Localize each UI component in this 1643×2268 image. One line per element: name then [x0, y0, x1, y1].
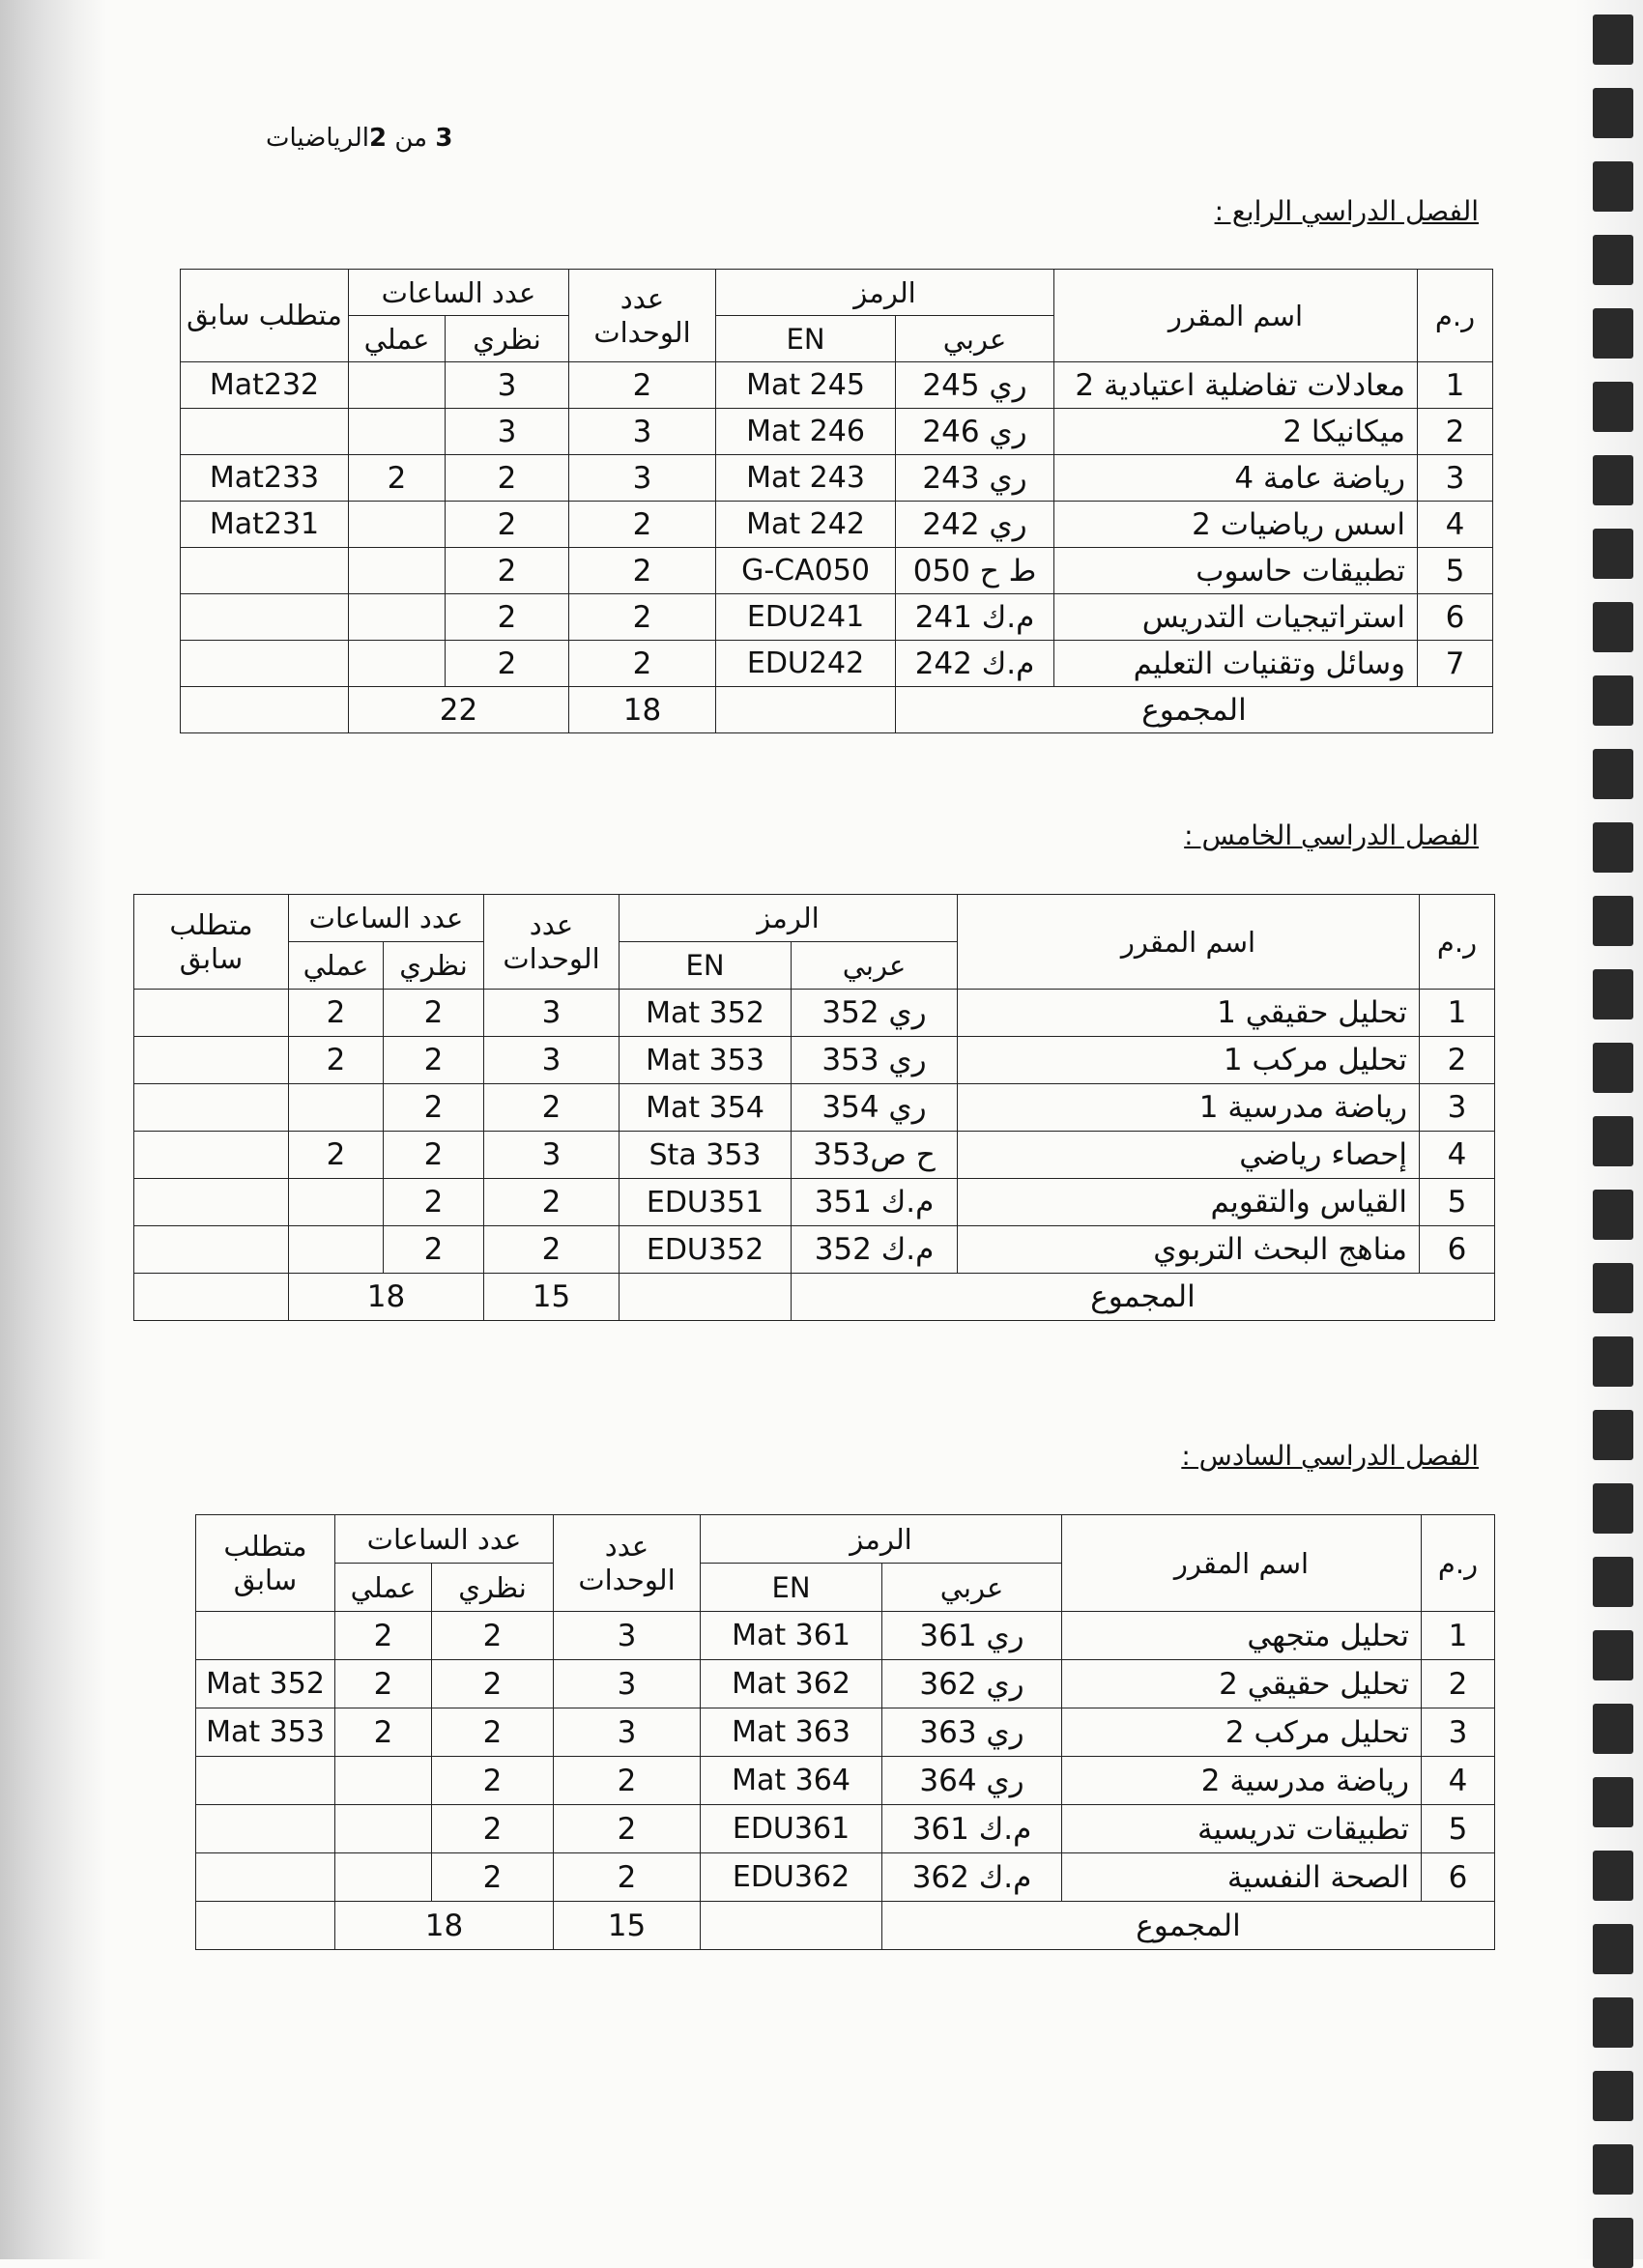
- practical-hours: [289, 1226, 384, 1274]
- total-hours: 22: [349, 687, 569, 733]
- practical-hours: [349, 502, 446, 548]
- theory-hours: 2: [432, 1757, 554, 1805]
- code-en: EDU242: [716, 641, 896, 687]
- course-row: [181, 641, 1493, 687]
- course-name: القياس والتقويم: [958, 1179, 1420, 1226]
- practical-hours: [289, 1179, 384, 1226]
- practical-hours: [349, 594, 446, 641]
- scan-edge-shadow: [0, 0, 106, 2259]
- binding-hole: [1593, 161, 1633, 212]
- units-value: 2: [484, 1226, 620, 1274]
- binding-hole: [1593, 382, 1633, 432]
- col-header-code-ar: عربي: [896, 316, 1054, 362]
- code-en: Mat 246: [716, 409, 896, 455]
- prerequisite: [181, 594, 349, 641]
- binding-hole: [1593, 2071, 1633, 2121]
- binding-hole: [1593, 1924, 1633, 1974]
- total-label: المجموع: [792, 1274, 1495, 1321]
- binding-hole: [1593, 1043, 1633, 1093]
- code-ar: م.ك 361: [882, 1805, 1062, 1853]
- binding-hole: [1593, 1777, 1633, 1827]
- col-header-course-name: اسم المقرر: [1062, 1515, 1422, 1612]
- row-number: 5: [1422, 1805, 1495, 1853]
- practical-hours: 2: [349, 455, 446, 502]
- col-header-practical: عملي: [289, 942, 384, 990]
- row-number: 4: [1418, 502, 1493, 548]
- course-name: رياضة عامة 4: [1054, 455, 1418, 502]
- col-header-rm: ر.م: [1420, 895, 1495, 990]
- page-sep: من: [394, 124, 428, 153]
- units-value: 3: [569, 409, 716, 455]
- course-name: تحليل مركب 1: [958, 1037, 1420, 1084]
- course-name: الصحة النفسية: [1062, 1853, 1422, 1902]
- col-header-code-ar: عربي: [792, 942, 958, 990]
- course-row: [181, 455, 1493, 502]
- prerequisite: [196, 1805, 335, 1853]
- row-number: 5: [1420, 1179, 1495, 1226]
- course-row: [181, 502, 1493, 548]
- units-value: 3: [554, 1708, 701, 1757]
- code-ar: ح ص353: [792, 1132, 958, 1179]
- course-row: [134, 990, 1495, 1037]
- prerequisite: [134, 1226, 289, 1274]
- binding-hole: [1593, 1263, 1633, 1313]
- total-hours: 18: [289, 1274, 484, 1321]
- row-number: 6: [1422, 1853, 1495, 1902]
- theory-hours: 2: [432, 1612, 554, 1660]
- row-number: 2: [1420, 1037, 1495, 1084]
- practical-hours: 2: [335, 1612, 432, 1660]
- semester-5-title: الفصل الدراسي الخامس :: [1184, 819, 1479, 851]
- col-header-rm: ر.م: [1418, 270, 1493, 362]
- binding-hole: [1593, 969, 1633, 1019]
- code-ar: م.ك 362: [882, 1853, 1062, 1902]
- code-ar: ري 352: [792, 990, 958, 1037]
- theory-hours: 2: [384, 1037, 484, 1084]
- binding-hole: [1593, 1336, 1633, 1387]
- course-name: وسائل وتقنيات التعليم: [1054, 641, 1418, 687]
- col-header-prereq: متطلب سابق: [134, 895, 289, 990]
- col-header-units: عدد الوحدات: [569, 270, 716, 362]
- row-number: 3: [1422, 1708, 1495, 1757]
- binding-hole: [1593, 455, 1633, 505]
- binding-hole: [1593, 1483, 1633, 1534]
- prerequisite: [196, 1757, 335, 1805]
- practical-hours: [349, 409, 446, 455]
- practical-hours: [335, 1757, 432, 1805]
- prerequisite: [181, 409, 349, 455]
- course-row: [196, 1612, 1495, 1660]
- code-ar: ري 361: [882, 1612, 1062, 1660]
- practical-hours: 2: [335, 1708, 432, 1757]
- units-value: 2: [554, 1757, 701, 1805]
- semester-6-title: الفصل الدراسي السادس :: [1181, 1440, 1479, 1472]
- row-number: 7: [1418, 641, 1493, 687]
- code-ar: ري 245: [896, 362, 1054, 409]
- binding-hole: [1593, 675, 1633, 726]
- col-header-theory: نظري: [432, 1564, 554, 1612]
- binding-hole: [1593, 1410, 1633, 1460]
- code-en: Mat 363: [701, 1708, 882, 1757]
- col-header-code: الرمز: [716, 270, 1054, 316]
- units-value: 2: [569, 362, 716, 409]
- course-row: [181, 409, 1493, 455]
- page-number: 3: [435, 124, 453, 153]
- code-ar: ري 353: [792, 1037, 958, 1084]
- semester-6-table: [195, 1514, 1495, 1950]
- binding-hole: [1593, 14, 1633, 65]
- code-en: Mat 354: [620, 1084, 792, 1132]
- units-value: 3: [484, 1132, 620, 1179]
- page-total: 2: [368, 124, 388, 153]
- course-name: إحصاء رياضي: [958, 1132, 1420, 1179]
- prerequisite: [134, 1132, 289, 1179]
- prerequisite: [196, 1612, 335, 1660]
- total-units: 15: [554, 1902, 701, 1950]
- binding-hole: [1593, 1190, 1633, 1240]
- total-prereq-empty: [134, 1274, 289, 1321]
- col-header-units: عدد الوحدات: [484, 895, 620, 990]
- prerequisite: [196, 1853, 335, 1902]
- total-prereq-empty: [181, 687, 349, 733]
- course-name: استراتيجيات التدريس: [1054, 594, 1418, 641]
- course-name: ميكانيكا 2: [1054, 409, 1418, 455]
- total-label: المجموع: [896, 687, 1493, 733]
- theory-hours: 2: [384, 1226, 484, 1274]
- code-en: EDU241: [716, 594, 896, 641]
- prerequisite: [134, 1084, 289, 1132]
- col-header-course-name: اسم المقرر: [1054, 270, 1418, 362]
- units-value: 3: [484, 1037, 620, 1084]
- code-en: Mat 242: [716, 502, 896, 548]
- code-en: Mat 364: [701, 1757, 882, 1805]
- total-prereq-empty: [196, 1902, 335, 1950]
- col-header-code-en: EN: [620, 942, 792, 990]
- code-en: Mat 361: [701, 1612, 882, 1660]
- prerequisite: Mat 353: [196, 1708, 335, 1757]
- theory-hours: 3: [446, 362, 569, 409]
- total-units: 15: [484, 1274, 620, 1321]
- course-name: تطبيقات حاسوب: [1054, 548, 1418, 594]
- page-header: [266, 124, 452, 153]
- prerequisite: Mat 352: [196, 1660, 335, 1708]
- binding-hole: [1593, 1630, 1633, 1680]
- units-value: 2: [569, 594, 716, 641]
- total-row: [134, 1274, 1495, 1321]
- code-ar: م.ك 241: [896, 594, 1054, 641]
- course-name: مناهج البحث التربوي: [958, 1226, 1420, 1274]
- row-number: 1: [1422, 1612, 1495, 1660]
- theory-hours: 2: [446, 641, 569, 687]
- code-en: Sta 353: [620, 1132, 792, 1179]
- row-number: 3: [1418, 455, 1493, 502]
- theory-hours: 2: [384, 1179, 484, 1226]
- theory-hours: 2: [384, 1084, 484, 1132]
- binding-hole: [1593, 602, 1633, 652]
- theory-hours: 2: [446, 455, 569, 502]
- total-label: المجموع: [882, 1902, 1495, 1950]
- header-row-1: [196, 1515, 1495, 1564]
- code-ar: م.ك 242: [896, 641, 1054, 687]
- course-name: اسس رياضيات 2: [1054, 502, 1418, 548]
- theory-hours: 2: [432, 1805, 554, 1853]
- course-row: [134, 1084, 1495, 1132]
- spiral-binding: [1575, 0, 1643, 2259]
- units-value: 3: [554, 1612, 701, 1660]
- course-name: تحليل حقيقي 1: [958, 990, 1420, 1037]
- units-value: 2: [569, 548, 716, 594]
- course-name: تحليل مركب 2: [1062, 1708, 1422, 1757]
- semester-4-title: الفصل الدراسي الرابع :: [1214, 195, 1479, 227]
- code-ar: م.ك 352: [792, 1226, 958, 1274]
- practical-hours: [289, 1084, 384, 1132]
- binding-hole: [1593, 2218, 1633, 2268]
- page-subject: الرياضيات: [266, 124, 369, 153]
- col-header-prereq: متطلب سابق: [181, 270, 349, 362]
- code-ar: ري 362: [882, 1660, 1062, 1708]
- code-en: Mat 243: [716, 455, 896, 502]
- units-value: 3: [569, 455, 716, 502]
- code-ar: ري 364: [882, 1757, 1062, 1805]
- units-value: 2: [569, 641, 716, 687]
- code-ar: ري 242: [896, 502, 1054, 548]
- row-number: 4: [1422, 1757, 1495, 1805]
- code-en: G-CA050: [716, 548, 896, 594]
- units-value: 3: [554, 1660, 701, 1708]
- practical-hours: [335, 1853, 432, 1902]
- binding-hole: [1593, 308, 1633, 359]
- code-ar: ري 243: [896, 455, 1054, 502]
- row-number: 3: [1420, 1084, 1495, 1132]
- theory-hours: 2: [446, 548, 569, 594]
- code-en: EDU361: [701, 1805, 882, 1853]
- row-number: 5: [1418, 548, 1493, 594]
- practical-hours: [349, 641, 446, 687]
- prerequisite: [134, 1179, 289, 1226]
- units-value: 3: [484, 990, 620, 1037]
- binding-hole: [1593, 1704, 1633, 1754]
- practical-hours: [335, 1805, 432, 1853]
- total-units: 18: [569, 687, 716, 733]
- col-header-code: الرمز: [620, 895, 958, 942]
- course-name: تحليل متجهي: [1062, 1612, 1422, 1660]
- binding-hole: [1593, 529, 1633, 579]
- binding-hole: [1593, 2144, 1633, 2195]
- col-header-rm: ر.م: [1422, 1515, 1495, 1612]
- code-ar: ري 363: [882, 1708, 1062, 1757]
- total-hours: 18: [335, 1902, 554, 1950]
- units-value: 2: [569, 502, 716, 548]
- practical-hours: 2: [289, 1037, 384, 1084]
- prerequisite: [181, 548, 349, 594]
- practical-hours: [349, 362, 446, 409]
- row-number: 2: [1422, 1660, 1495, 1708]
- row-number: 4: [1420, 1132, 1495, 1179]
- code-en: Mat 362: [701, 1660, 882, 1708]
- theory-hours: 2: [446, 502, 569, 548]
- row-number: 1: [1418, 362, 1493, 409]
- units-value: 2: [554, 1805, 701, 1853]
- theory-hours: 2: [446, 594, 569, 641]
- row-number: 2: [1418, 409, 1493, 455]
- prerequisite: Mat232: [181, 362, 349, 409]
- course-name: رياضة مدرسية 1: [958, 1084, 1420, 1132]
- code-en: EDU362: [701, 1853, 882, 1902]
- theory-hours: 3: [446, 409, 569, 455]
- col-header-prereq: متطلب سابق: [196, 1515, 335, 1612]
- code-en: Mat 352: [620, 990, 792, 1037]
- code-ar: م.ك 351: [792, 1179, 958, 1226]
- course-row: [134, 1226, 1495, 1274]
- binding-hole: [1593, 235, 1633, 285]
- col-header-theory: نظري: [446, 316, 569, 362]
- course-row: [134, 1132, 1495, 1179]
- course-row: [181, 594, 1493, 641]
- course-row: [134, 1037, 1495, 1084]
- code-en: EDU352: [620, 1226, 792, 1274]
- theory-hours: 2: [384, 1132, 484, 1179]
- units-value: 2: [484, 1084, 620, 1132]
- code-ar: ري 354: [792, 1084, 958, 1132]
- course-row: [181, 362, 1493, 409]
- binding-hole: [1593, 1997, 1633, 2048]
- total-empty: [716, 687, 896, 733]
- col-header-practical: عملي: [349, 316, 446, 362]
- prerequisite: [134, 990, 289, 1037]
- code-en: EDU351: [620, 1179, 792, 1226]
- col-header-hours: عدد الساعات: [289, 895, 484, 942]
- binding-hole: [1593, 1557, 1633, 1607]
- row-number: 6: [1418, 594, 1493, 641]
- code-ar: ري 246: [896, 409, 1054, 455]
- binding-hole: [1593, 896, 1633, 946]
- col-header-code-en: EN: [701, 1564, 882, 1612]
- practical-hours: 2: [289, 990, 384, 1037]
- theory-hours: 2: [432, 1660, 554, 1708]
- col-header-course-name: اسم المقرر: [958, 895, 1420, 990]
- practical-hours: [349, 548, 446, 594]
- total-empty: [620, 1274, 792, 1321]
- course-name: تحليل حقيقي 2: [1062, 1660, 1422, 1708]
- total-row: [196, 1902, 1495, 1950]
- col-header-code-en: EN: [716, 316, 896, 362]
- course-row: [196, 1757, 1495, 1805]
- units-value: 2: [484, 1179, 620, 1226]
- prerequisite: [181, 641, 349, 687]
- code-ar: ط ح 050: [896, 548, 1054, 594]
- units-value: 2: [554, 1853, 701, 1902]
- binding-hole: [1593, 1851, 1633, 1901]
- total-empty: [701, 1902, 882, 1950]
- theory-hours: 2: [384, 990, 484, 1037]
- theory-hours: 2: [432, 1853, 554, 1902]
- course-name: معادلات تفاضلية اعتيادية 2: [1054, 362, 1418, 409]
- course-row: [196, 1708, 1495, 1757]
- semester-5-table: [133, 894, 1495, 1321]
- binding-hole: [1593, 1116, 1633, 1166]
- theory-hours: 2: [432, 1708, 554, 1757]
- prerequisite: [134, 1037, 289, 1084]
- binding-hole: [1593, 88, 1633, 138]
- course-name: تطبيقات تدريسية: [1062, 1805, 1422, 1853]
- prerequisite: Mat233: [181, 455, 349, 502]
- col-header-code-ar: عربي: [882, 1564, 1062, 1612]
- course-row: [181, 548, 1493, 594]
- course-name: رياضة مدرسية 2: [1062, 1757, 1422, 1805]
- col-header-units: عدد الوحدات: [554, 1515, 701, 1612]
- total-row: [181, 687, 1493, 733]
- header-row-1: [181, 270, 1493, 316]
- practical-hours: 2: [335, 1660, 432, 1708]
- course-row: [196, 1805, 1495, 1853]
- semester-4-table: [180, 269, 1493, 733]
- col-header-code: الرمز: [701, 1515, 1062, 1564]
- col-header-theory: نظري: [384, 942, 484, 990]
- col-header-hours: عدد الساعات: [335, 1515, 554, 1564]
- header-row-1: [134, 895, 1495, 942]
- course-row: [196, 1853, 1495, 1902]
- row-number: 1: [1420, 990, 1495, 1037]
- col-header-hours: عدد الساعات: [349, 270, 569, 316]
- practical-hours: 2: [289, 1132, 384, 1179]
- code-en: Mat 353: [620, 1037, 792, 1084]
- row-number: 6: [1420, 1226, 1495, 1274]
- binding-hole: [1593, 822, 1633, 873]
- code-en: Mat 245: [716, 362, 896, 409]
- course-row: [196, 1660, 1495, 1708]
- course-row: [134, 1179, 1495, 1226]
- binding-hole: [1593, 749, 1633, 799]
- col-header-practical: عملي: [335, 1564, 432, 1612]
- prerequisite: Mat231: [181, 502, 349, 548]
